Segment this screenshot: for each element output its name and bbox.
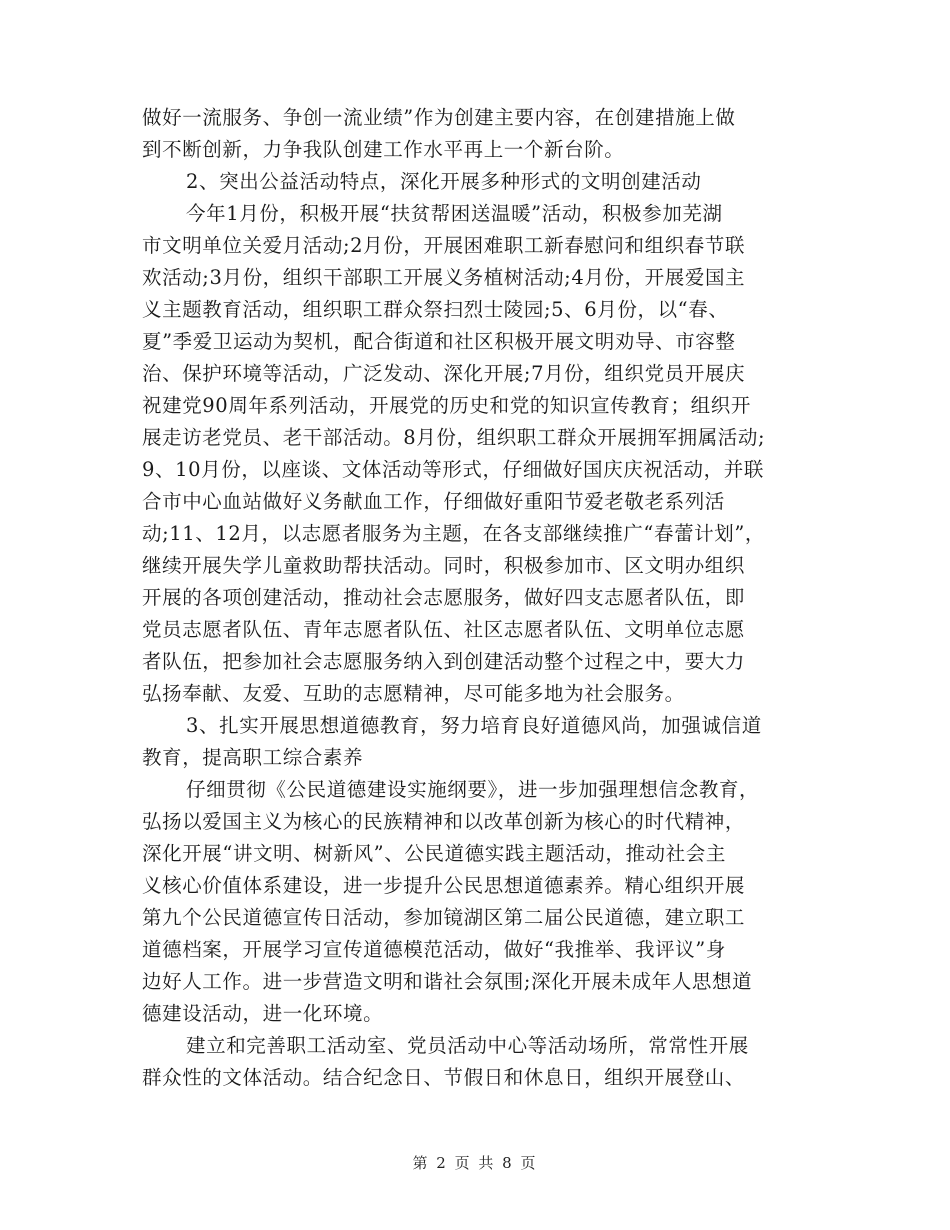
text-line: 治、保护环境等活动，广泛发动、深化开展;7月份，组织党员开展庆 <box>142 362 746 385</box>
text-line: 义核心价值体系建设，进一步提升公民思想道德素养。精心组织开展 <box>142 874 746 897</box>
text-line: 弘扬奉献、友爱、互助的志愿精神，尽可能多地为社会服务。 <box>142 682 685 705</box>
text-line: 展走访老党员、老干部活动。8月份，组织职工群众开展拥军拥属活动; <box>142 426 766 449</box>
paragraph-start: 建立和完善职工活动室、党员活动中心等活动场所，常常性开展 <box>186 1034 749 1057</box>
text-line: 党员志愿者队伍、青年志愿者队伍、社区志愿者队伍、文明单位志愿 <box>142 618 746 641</box>
document-body <box>142 102 814 1094</box>
section-heading-continued: 教育，提高职工综合素养 <box>142 746 364 769</box>
text-line: 祝建党90周年系列活动，开展党的历史和党的知识宣传教育；组织开 <box>142 394 751 417</box>
paragraph-start: 今年1月份，积极开展“扶贫帮困送温暖”活动，积极参加芜湖 <box>186 202 723 225</box>
text-line: 义主题教育活动，组织职工群众祭扫烈士陵园;5、6月份，以“春、 <box>142 298 729 321</box>
section-heading: 3、扎实开展思想道德教育，努力培育良好道德风尚，加强诚信道 <box>186 714 762 737</box>
text-line: 者队伍，把参加社会志愿服务纳入到创建活动整个过程之中，要大力 <box>142 650 746 673</box>
text-line: 德建设活动，进一化环境。 <box>142 1002 384 1025</box>
text-line: 合市中心血站做好义务献血工作，仔细做好重阳节爱老敬老系列活 <box>142 490 725 513</box>
text-line: 市文明单位关爱月活动;2月份，开展困难职工新春慰问和组织春节联 <box>142 234 746 257</box>
text-line: 群众性的文体活动。结合纪念日、节假日和休息日，组织开展登山、 <box>142 1066 746 1089</box>
text-line: 继续开展失学儿童救助帮扶活动。同时，积极参加市、区文明办组织 <box>142 554 746 577</box>
text-line: 道德档案，开展学习宣传道德模范活动，做好“我推举、我评议”身 <box>142 938 726 961</box>
page-number-footer: 第 2 页 共 8 页 <box>412 1154 538 1172</box>
text-line: 弘扬以爱国主义为核心的民族精神和以改革创新为核心的时代精神， <box>142 810 746 833</box>
text-line: 夏”季爱卫运动为契机，配合街道和社区积极开展文明劝导、市容整 <box>142 330 736 353</box>
section-heading: 2、突出公益活动特点，深化开展多种形式的文明创建活动 <box>186 170 702 193</box>
text-line: 到不断创新，力争我队创建工作水平再上一个新台阶。 <box>142 138 625 161</box>
text-line: 第九个公民道德宣传日活动，参加镜湖区第二届公民道德，建立职工 <box>142 906 746 929</box>
text-line: 动;11、12月，以志愿者服务为主题，在各支部继续推广“春蕾计划”， <box>142 522 766 545</box>
text-line: 做好一流服务、争创一流业绩”作为创建主要内容，在创建措施上做 <box>142 106 736 129</box>
text-line: 9、10月份，以座谈、文体活动等形式，仔细做好国庆庆祝活动，并联 <box>142 458 764 481</box>
paragraph-start: 仔细贯彻《公民道德建设实施纲要》，进一步加强理想信念教育， <box>186 778 760 801</box>
text-line: 深化开展“讲文明、树新风”、公民道德实践主题活动，推动社会主 <box>142 842 726 865</box>
text-line: 欢活动;3月份，组织干部职工开展义务植树活动;4月份，开展爱国主 <box>142 266 746 289</box>
text-line: 边好人工作。进一步营造文明和谐社会氛围;深化开展未成年人思想道 <box>142 970 753 993</box>
text-line: 开展的各项创建活动，推动社会志愿服务，做好四支志愿者队伍，即 <box>142 586 746 609</box>
